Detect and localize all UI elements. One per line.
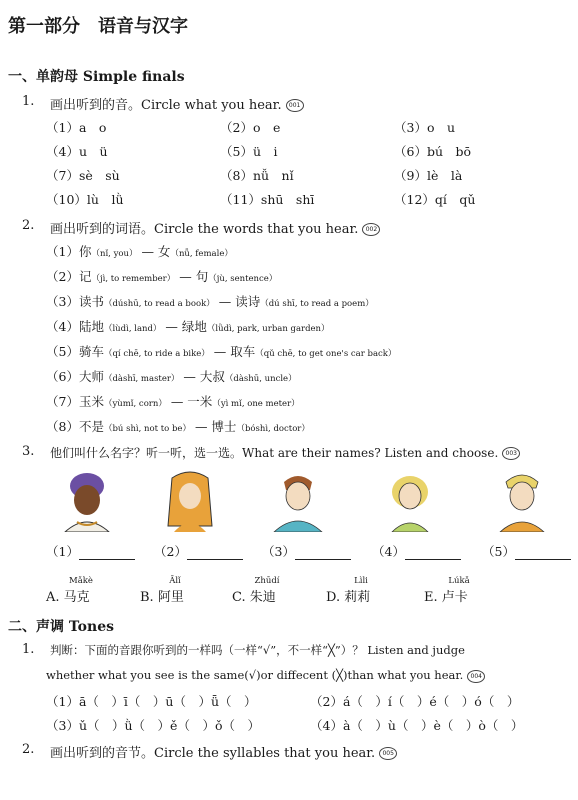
page-title: 第一部分 语音与汉字 [8,16,188,37]
word-b[interactable]: 绿地 [181,319,207,334]
pinyin-gloss: （dàshū, uncle） [224,374,297,384]
q1-option[interactable]: （9）lè là [394,168,463,183]
name-choice-a [46,576,116,605]
q2-word-pair: （2）记（jì, to remember） — 句（jù, sentence） [46,269,278,284]
name-pinyin: Mǎkè [69,576,93,586]
q2-word-pair: （3）读书（dúshū, to read a book） — 读诗（dú shī, to read a poem） [46,294,374,309]
q3-instruction [50,444,520,461]
name-label[interactable]: E. 卢卡 [424,590,468,605]
word-b[interactable]: 取车 [230,344,256,359]
audio-track-icon[interactable]: 003 [502,447,520,460]
tones-q1-line2: whether what you see is the same(√)or diffecent (╳)than what you hear. [46,668,464,682]
q1-number: 1. [22,94,35,109]
q1-option[interactable]: （12）qí qǔ [394,192,476,207]
pinyin-gloss: （dàshī, master） [103,374,180,384]
answer-line[interactable] [187,547,243,560]
q1-option[interactable]: （5）ü i [220,144,278,159]
q2-word-pair: （7）玉米（yùmǐ, corn） — 一米（yì mǐ, one meter） [46,394,300,409]
word-a[interactable]: 骑车 [78,344,104,359]
q1-option[interactable]: （10）lù lǜ [46,192,124,207]
audio-track-icon[interactable]: 005 [379,747,397,760]
character-portrait-4 [378,468,442,532]
q1-option[interactable]: （4）u ü [46,144,108,159]
tones-q1-number: 1. [22,642,35,657]
pinyin-gloss: （nǚ, female） [170,249,233,259]
answer-blank-1: （1） [46,542,135,560]
pinyin-gloss: （lùdì, land） [103,324,162,334]
q2-text: 画出听到的词语。Circle the words that you hear. [50,222,359,237]
answer-blank-3: （3） [262,542,351,560]
word-a[interactable]: 陆地 [78,319,104,334]
q2-word-pair: （8）不是（bú shì, not to be） — 博士（bóshì, doctor） [46,419,310,434]
pinyin-gloss: （yùmǐ, corn） [103,399,167,409]
word-a[interactable]: 你 [78,244,92,259]
word-b[interactable]: 读诗 [235,294,261,309]
name-label[interactable]: B. 阿里 [140,590,184,605]
name-pinyin: Lúkǎ [448,576,470,586]
answer-line[interactable] [295,547,351,560]
q2-number: 2. [22,218,35,233]
answer-line[interactable] [79,547,135,560]
pinyin-gloss: （dú shī, to read a poem） [260,299,374,309]
q2-word-pair: （6）大师（dàshī, master） — 大叔（dàshū, uncle） [46,369,297,384]
section-heading-simple-finals: 一、单韵母 Simple finals [8,69,185,85]
name-choice-d [326,576,396,605]
q1-option[interactable]: （11）shū shī [220,192,315,207]
item-number: （7） [46,394,79,409]
answer-blank-4: （4） [372,542,461,560]
tones-q2-number: 2. [22,742,35,757]
q1-text: 画出听到的音。Circle what you hear. [50,98,282,113]
name-label[interactable]: D. 莉莉 [326,590,371,605]
name-choice-c [232,576,302,605]
answer-line[interactable] [515,547,571,560]
character-portrait-5 [490,468,554,532]
pinyin-gloss: （jù, sentence） [208,274,278,284]
pinyin-gloss: （lǜdì, park, urban garden） [206,324,330,334]
word-b[interactable]: 博士 [211,419,237,434]
item-number: （6） [46,369,79,384]
name-pinyin: Lìli [354,576,368,586]
pinyin-gloss: （dúshū, to read a book） [103,299,215,309]
name-choice-e [424,576,494,605]
item-number: （5） [46,344,79,359]
tones-row[interactable]: （2）á（ ）í（ ）é（ ）ó（ ） [310,694,520,709]
q1-option[interactable]: （6）bú bō [394,144,472,159]
answer-blank-5: （5） [482,542,571,560]
character-portrait-1 [55,468,119,532]
word-a[interactable]: 玉米 [78,394,104,409]
item-number: （8） [46,419,79,434]
name-label[interactable]: C. 朱迪 [232,590,276,605]
q3-text: 他们叫什么名字？听一听，选一选。What are their names? Listen and choose. [50,446,499,460]
word-a[interactable]: 读书 [78,294,104,309]
pinyin-gloss: （jì, to remember） [91,274,176,284]
answer-blank-2: （2） [154,542,243,560]
name-pinyin: Ālǐ [169,576,181,586]
q1-instruction [50,94,304,113]
word-b[interactable]: 女 [157,244,171,259]
section-heading-tones: 二、声调 Tones [8,619,114,635]
word-b[interactable]: 大叔 [199,369,225,384]
q1-option[interactable]: （1）a o [46,120,107,135]
tones-q2-instruction [50,742,397,761]
word-a[interactable]: 不是 [78,419,104,434]
name-label[interactable]: A. 马克 [46,590,90,605]
name-pinyin: Zhūdí [254,576,280,586]
audio-track-icon[interactable]: 001 [286,99,304,112]
word-a[interactable]: 大师 [78,369,104,384]
word-a[interactable]: 记 [78,269,92,284]
pinyin-gloss: （yì mǐ, one meter） [212,399,300,409]
q2-word-pair: （1）你（nǐ, you） — 女（nǚ, female） [46,244,233,259]
tones-row[interactable]: （1）ā（ ）ī（ ）ū（ ）ǖ（ ） [46,694,257,709]
word-b[interactable]: 句 [195,269,209,284]
tones-q1-line1: 判断：下面的音跟你听到的一样吗（一样“√”，不一样“╳”）？ Listen and judge [50,643,465,657]
pinyin-gloss: （qǔ chē, to get one's car back） [255,349,397,359]
q2-word-pair: （5）骑车（qí chē, to ride a bike） — 取车（qǔ chē, to get one's car back） [46,344,397,359]
q1-option[interactable]: （3）o u [394,120,456,135]
pinyin-gloss: （nǐ, you） [91,249,138,259]
tones-q2-text: 画出听到的音节。Circle the syllables that you hear. [50,746,376,761]
item-number: （2） [46,269,79,284]
audio-track-icon[interactable]: 004 [467,670,485,683]
item-number: （4） [46,319,79,334]
tones-row[interactable]: （4）à（ ）ù（ ）è（ ）ò（ ） [310,718,524,733]
q1-option[interactable]: （7）sè sù [46,168,120,183]
word-b[interactable]: 一米 [187,394,213,409]
item-number: （1） [46,244,79,259]
q2-instruction [50,218,380,237]
pinyin-gloss: （qí chē, to ride a bike） [103,349,210,359]
pinyin-gloss: （bóshì, doctor） [236,424,310,434]
pinyin-gloss: （bú shì, not to be） [103,424,191,434]
name-choice-b [140,576,210,605]
tones-row[interactable]: （3）ǔ（ ）ǜ（ ）ě（ ）ǒ（ ） [46,718,260,733]
character-portrait-3 [266,468,330,532]
character-portrait-2 [158,468,222,532]
audio-track-icon[interactable]: 002 [362,223,380,236]
q3-number: 3. [22,444,35,459]
q1-option[interactable]: （2）o e [220,120,281,135]
q1-option[interactable]: （8）nǚ nǐ [220,168,294,183]
tones-q1-instruction [46,668,485,683]
q2-word-pair: （4）陆地（lùdì, land） — 绿地（lǜdì, park, urban garden） [46,319,330,334]
answer-line[interactable] [405,547,461,560]
item-number: （3） [46,294,79,309]
